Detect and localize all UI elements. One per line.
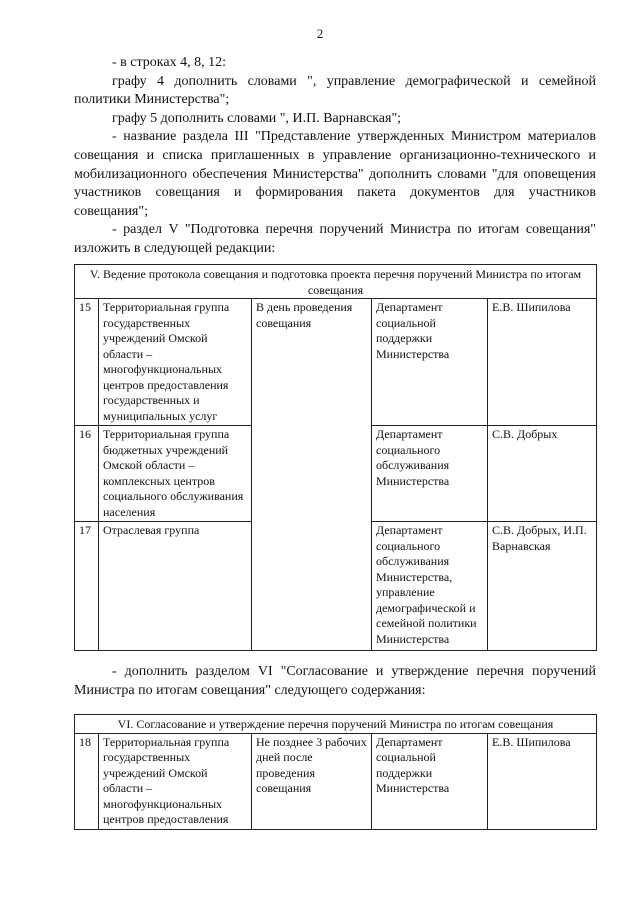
intro-line-section5: - раздел V "Подготовка перечня поручений Министра по итогам совещания" изложить в следующей редакции: (74, 222, 596, 256)
row-number: 15 (75, 299, 99, 426)
section-6-table (74, 714, 597, 830)
row-deadline: В день проведения совещания (252, 299, 372, 651)
row-participants: Территориальная группа государственных учреждений Омской области – многофункциональных центров предоставления государственных и муниципальных услуг (99, 299, 252, 426)
intro-line-section3: - название раздела III "Представление утвержденных Министром материалов совещания и списка приглашенных в управление организационно-технического и мобилизационного обеспечения Министерства" дополнить словами "для оповещения участников совещания и формирования пакета документов для участников совещания"; (74, 129, 596, 219)
page-number: 2 (316, 26, 324, 41)
table-row (75, 299, 597, 426)
section-5-table (74, 264, 597, 651)
section-6-intro (74, 662, 596, 700)
intro-text (74, 54, 596, 259)
intro-line-column5: графу 5 дополнить словами ", И.П. Варнавская"; (112, 110, 402, 126)
row-number: 16 (75, 426, 99, 522)
section-5-title: V. Ведение протокола совещания и подготовка проекта перечня поручений Министра по итогам совещания (75, 265, 597, 299)
table-header-row (75, 265, 597, 299)
section-6-intro-text: - дополнить разделом VI "Согласование и утверждение перечня поручений Министра по итогам совещания" следующего содержания: (74, 664, 596, 698)
row-number: 18 (75, 733, 99, 829)
row-responsible: С.В. Добрых (488, 426, 597, 522)
intro-line-rows: - в строках 4, 8, 12: (112, 55, 226, 70)
row-responsible: Е.В. Шипилова (488, 733, 597, 829)
row-department: Департамент социального обслуживания Министерства (372, 426, 488, 522)
row-deadline: Не позднее 3 рабочих дней после проведения совещания (252, 733, 372, 829)
table-header-row (75, 715, 597, 734)
section-6-title: VI. Согласование и утверждение перечня поручений Министра по итогам совещания (75, 715, 597, 734)
row-participants: Отраслевая группа (99, 522, 252, 651)
row-responsible: Е.В. Шипилова (488, 299, 597, 426)
row-department: Департамент социального обслуживания Министерства, управление демографической и семейной политики Министерства (372, 522, 488, 651)
row-participants: Территориальная группа бюджетных учреждений Омской области – комплексных центров социального обслуживания населения (99, 426, 252, 522)
row-department: Департамент социальной поддержки Министерства (372, 299, 488, 426)
row-responsible: С.В. Добрых, И.П. Варнавская (488, 522, 597, 651)
row-number: 17 (75, 522, 99, 651)
row-department: Департамент социальной поддержки Министерства (372, 733, 488, 829)
row-participants: Территориальная группа государственных учреждений Омской области – многофункциональных центров предоставления (99, 733, 252, 829)
intro-line-column4: графу 4 дополнить словами ", управление демографической и семейной политики Министерства"; (74, 73, 596, 108)
table-row (75, 733, 597, 829)
